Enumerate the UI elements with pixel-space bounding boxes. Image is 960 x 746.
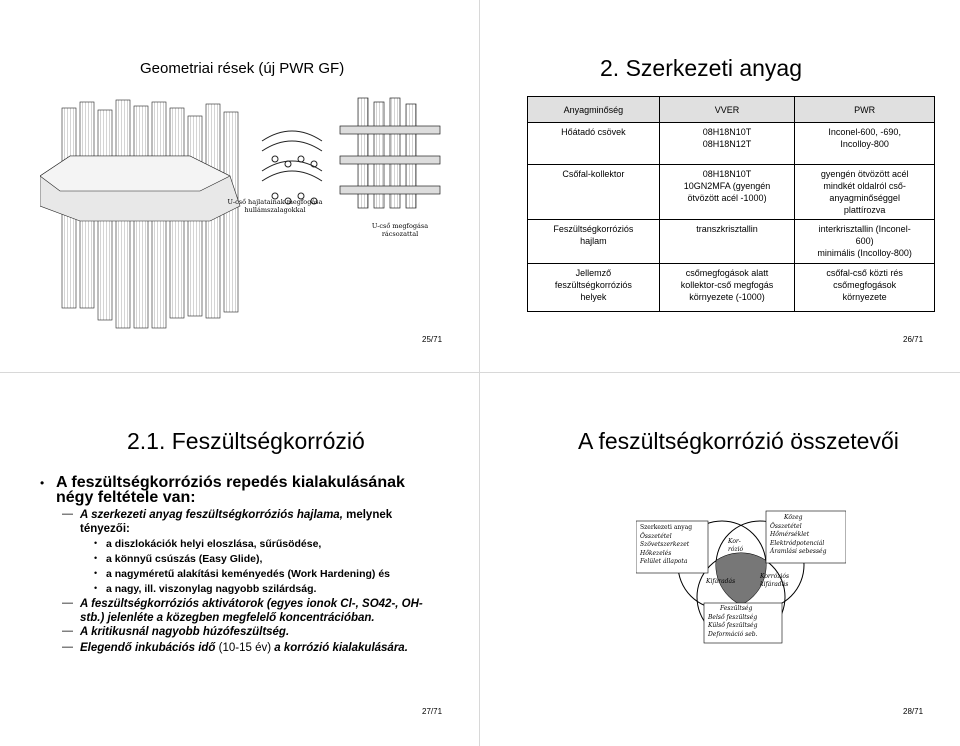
cell-line: gyengén ötvözött acél bbox=[820, 169, 909, 179]
table-cell-label bbox=[528, 123, 660, 165]
cell-line: minimális (Incolloy-800) bbox=[817, 248, 912, 258]
quadrant-divider-horizontal bbox=[0, 372, 960, 373]
bullet-text: (10-15 év) bbox=[218, 642, 272, 654]
cell-line: környezete (-1000) bbox=[689, 292, 765, 302]
quadrant-divider-vertical bbox=[479, 0, 480, 746]
venn-right-box bbox=[770, 514, 826, 557]
dot-marker: • bbox=[94, 568, 98, 578]
cell-line: Jellemző bbox=[575, 268, 612, 278]
cell-line: kollektor-cső megfogás bbox=[680, 280, 774, 290]
table-cell-vver bbox=[659, 220, 795, 264]
venn-left-line: Szerkezeti anyag bbox=[640, 524, 693, 531]
table-header-row bbox=[528, 97, 935, 123]
bullet-marker: • bbox=[40, 476, 45, 490]
dot-marker: • bbox=[94, 553, 98, 563]
venn-left-line: Felület állapota bbox=[640, 558, 688, 565]
bullet-level3-2: a könnyű csúszás (Easy Glide), bbox=[106, 553, 263, 565]
venn-bottom-line: Külső feszültség bbox=[708, 622, 758, 629]
cell-line: csőmegfogások bbox=[833, 280, 897, 290]
venn-bottom-line: Deformáció seb. bbox=[708, 630, 758, 638]
caption-wave-strip-line2: hullámszalagokkal bbox=[244, 206, 306, 214]
venn-right-line: Összetétel bbox=[770, 522, 802, 530]
venn-right-line: Hőmérséklet bbox=[770, 531, 810, 538]
venn-left-line: Összetétel bbox=[640, 532, 672, 540]
table-cell-label bbox=[528, 165, 660, 220]
cell-line: hajlam bbox=[580, 236, 607, 246]
bullet-level3-3: a nagyméretű alakítási keményedés (Work Hardening) és bbox=[106, 568, 391, 580]
bullet-level3-4: a nagy, ill. viszonylag nagyobb szilárdság. bbox=[106, 583, 317, 595]
slide25-title: Geometriai rések (új PWR GF) bbox=[140, 60, 345, 77]
cell-line: anyagminőséggel bbox=[829, 193, 900, 203]
table-cell-pwr bbox=[795, 165, 935, 220]
table-header-cell: PWR bbox=[795, 97, 935, 123]
venn-left-line: Hőkezelés bbox=[640, 549, 672, 557]
cell-line: ötvözött acél -1000) bbox=[687, 193, 767, 203]
slide27-title: 2.1. Feszültségkorrózió bbox=[127, 428, 365, 454]
cell-line: plattírozva bbox=[843, 205, 886, 215]
table-cell-pwr bbox=[795, 220, 935, 264]
bullet-level1: A feszültségkorróziós repedés kialakulásának négy feltétele van: bbox=[56, 474, 405, 506]
cell-line: helyek bbox=[580, 292, 607, 302]
cell-line: transzkrisztallin bbox=[696, 224, 758, 234]
table-row bbox=[528, 220, 935, 264]
dash-marker: — bbox=[62, 597, 73, 609]
venn-fatigue-label: Kifáradás bbox=[706, 578, 736, 585]
cell-line: mindkét oldalról cső- bbox=[823, 181, 906, 191]
venn-corrosion-fatigue-label: Korróziós kifáradás bbox=[760, 573, 790, 588]
dot-marker: • bbox=[94, 538, 98, 548]
table-header-cell: Anyagminőség bbox=[528, 97, 660, 123]
table-cell-label bbox=[528, 220, 660, 264]
cell-line: Feszültségkorróziós bbox=[553, 224, 634, 234]
bullet-level2-1 bbox=[80, 508, 440, 536]
cell-line: 08H18N10T bbox=[702, 127, 752, 137]
table-cell-pwr bbox=[795, 264, 935, 312]
cell-line: interkrisztallin (Inconel- bbox=[818, 224, 911, 234]
slide28-page-number: 28/71 bbox=[903, 707, 924, 716]
cell-line: 10GN2MFA (gyengén bbox=[683, 181, 771, 191]
cell-line: Inconel-600, -690, bbox=[828, 127, 901, 137]
venn-left-box bbox=[640, 524, 692, 567]
material-table bbox=[527, 96, 935, 312]
table-cell-vver bbox=[659, 165, 795, 220]
venn-bottom-line: Feszültség bbox=[720, 605, 753, 612]
cell-line: Hőátadó csövek bbox=[561, 127, 626, 137]
venn-bottom-box bbox=[708, 605, 758, 639]
venn-right-line: Áramlási sebesség bbox=[770, 548, 827, 555]
table-row bbox=[528, 165, 935, 220]
cell-line: Incolloy-800 bbox=[840, 139, 889, 149]
caption-wave-strip-line1: U-cső hajlatainak megfogása bbox=[227, 198, 323, 206]
caption-lattice-line1: U-cső megfogása bbox=[371, 222, 429, 230]
bullet-level2-4 bbox=[80, 641, 440, 655]
bullet-text: melynek tényezői: bbox=[80, 509, 393, 535]
slide25-page-number: 25/71 bbox=[422, 335, 443, 344]
venn-right-line: Elektródpotenciál bbox=[770, 539, 825, 547]
bullet-level2-2: A feszültségkorróziós aktivátorok (egyes ionok Cl-, SO42-, OH- stb.) jelenléte a közegben megfelelő koncentrációban. bbox=[80, 598, 423, 624]
bullet-text-italic: a korrózió kialakulására. bbox=[274, 642, 408, 654]
bullet-text-italic: Elegendő inkubációs idő bbox=[80, 642, 216, 654]
venn-left-line: Szövetszerkezet bbox=[640, 541, 690, 548]
venn-center-label: Kor-rózió bbox=[728, 538, 744, 553]
dash-marker: — bbox=[62, 508, 73, 520]
dash-marker: — bbox=[62, 625, 73, 637]
steam-generator-tube-figure bbox=[40, 96, 460, 346]
bullet-text-italic: A szerkezeti anyag feszültségkorróziós hajlama, bbox=[80, 509, 343, 521]
slide26-title: 2. Szerkezeti anyag bbox=[600, 55, 803, 81]
dot-marker: • bbox=[94, 583, 98, 593]
caption-lattice bbox=[355, 222, 445, 238]
table-header-cell: VVER bbox=[659, 97, 795, 123]
bullet-level3-1: a diszlokációk helyi eloszlása, sűrűsödése, bbox=[106, 538, 322, 550]
venn-right-line: Közeg bbox=[784, 514, 803, 521]
table-row bbox=[528, 123, 935, 165]
cell-line: csőfal-cső közti rés bbox=[826, 268, 903, 278]
cell-line: környezete bbox=[842, 292, 887, 302]
table-cell-pwr bbox=[795, 123, 935, 165]
dash-marker: — bbox=[62, 641, 73, 653]
venn-bottom-line: Belső feszültség bbox=[708, 613, 758, 621]
cell-line: 08H18N10T bbox=[702, 169, 752, 179]
bullet-level2-3: A kritikusnál nagyobb húzófeszültség. bbox=[80, 626, 290, 638]
caption-wave-strip bbox=[210, 198, 340, 214]
slide28-title: A feszültségkorrózió összetevői bbox=[578, 428, 899, 454]
cell-line: 600) bbox=[855, 236, 874, 246]
cell-line: csőmegfogások alatt bbox=[685, 268, 769, 278]
table-row bbox=[528, 264, 935, 312]
slide27-page-number: 27/71 bbox=[422, 707, 443, 716]
cell-line: feszültségkorróziós bbox=[554, 280, 632, 290]
table-cell-vver bbox=[659, 123, 795, 165]
slide26-page-number: 26/71 bbox=[903, 335, 924, 344]
cell-line: Csőfal-kollektor bbox=[562, 169, 625, 179]
caption-lattice-line2: rácsozattal bbox=[381, 230, 419, 238]
table-cell-vver bbox=[659, 264, 795, 312]
cell-line: 08H18N12T bbox=[702, 139, 752, 149]
table-cell-label bbox=[528, 264, 660, 312]
